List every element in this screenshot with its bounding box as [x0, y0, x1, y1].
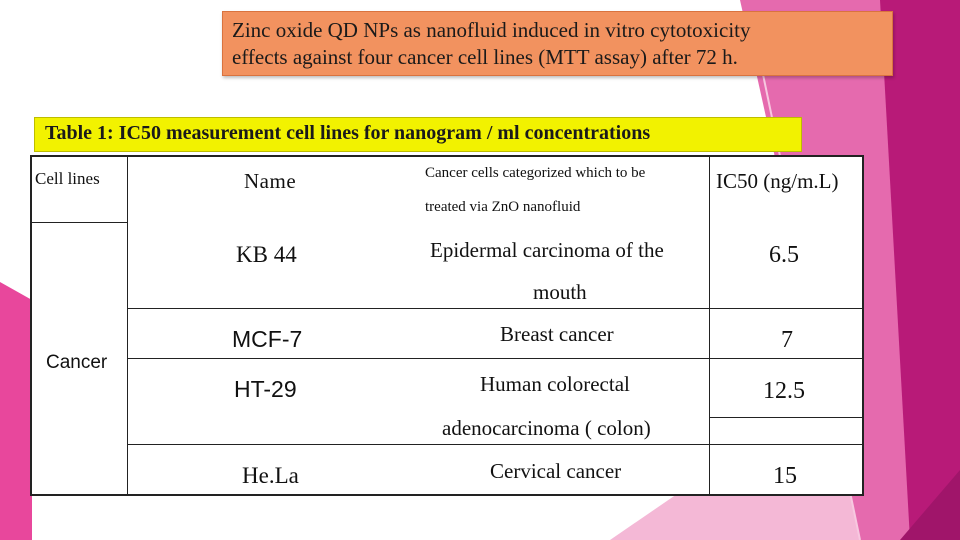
- ic50-table: [30, 155, 864, 496]
- header-ic50: IC50 (ng/m.L): [716, 169, 839, 193]
- row-mcf7-name: MCF-7: [232, 326, 303, 352]
- row-ht29-ic50: 12.5: [763, 378, 805, 404]
- row-kb44-name: KB 44: [236, 242, 297, 267]
- row-divider-mcf7-bottom: [128, 358, 864, 359]
- row-hela-name: He.La: [242, 463, 299, 488]
- left-pink-wedge: [0, 282, 32, 540]
- row-kb44-category-line-2: mouth: [533, 280, 587, 304]
- slide-title-line-2: effects against four cancer cell lines (MTT assay) after 72 h.: [232, 45, 738, 69]
- row-kb44-ic50: 6.5: [769, 242, 799, 268]
- row-ht29-name: HT-29: [234, 376, 297, 402]
- header-name: Name: [244, 169, 297, 193]
- table-border-bottom: [30, 494, 864, 496]
- cell-lines-column-bg: [30, 155, 128, 496]
- group-label-cancer: Cancer: [46, 352, 108, 373]
- row-divider-mcf7-top: [128, 308, 864, 309]
- header-category-line-2: treated via ZnO nanofluid: [425, 199, 581, 215]
- row-divider-ht29-ic50: [710, 417, 864, 418]
- table-border-left: [30, 155, 32, 496]
- slide-title-line-1: Zinc oxide QD NPs as nanofluid induced in vitro cytotoxicity: [232, 18, 751, 42]
- row-mcf7-category-line-1: Breast cancer: [500, 322, 614, 346]
- row-kb44-category-line-1: Epidermal carcinoma of the: [430, 238, 664, 262]
- slide-title: [222, 11, 893, 76]
- table-caption: Table 1: IC50 measurement cell lines for nanogram / ml concentrations: [34, 117, 802, 152]
- row-ht29-category-line-2: adenocarcinoma ( colon): [442, 416, 651, 440]
- header-row-divider: [30, 222, 128, 223]
- table-border-top: [30, 155, 864, 157]
- header-category-line-1: Cancer cells categorized which to be: [425, 165, 646, 181]
- row-mcf7-ic50: 7: [781, 327, 793, 353]
- row-hela-category-line-1: Cervical cancer: [490, 459, 622, 483]
- row-ht29-category-line-1: Human colorectal: [480, 372, 630, 396]
- row-divider-hela-top: [128, 444, 864, 445]
- row-hela-ic50: 15: [773, 463, 797, 489]
- header-cell-lines: Cell lines: [35, 169, 100, 188]
